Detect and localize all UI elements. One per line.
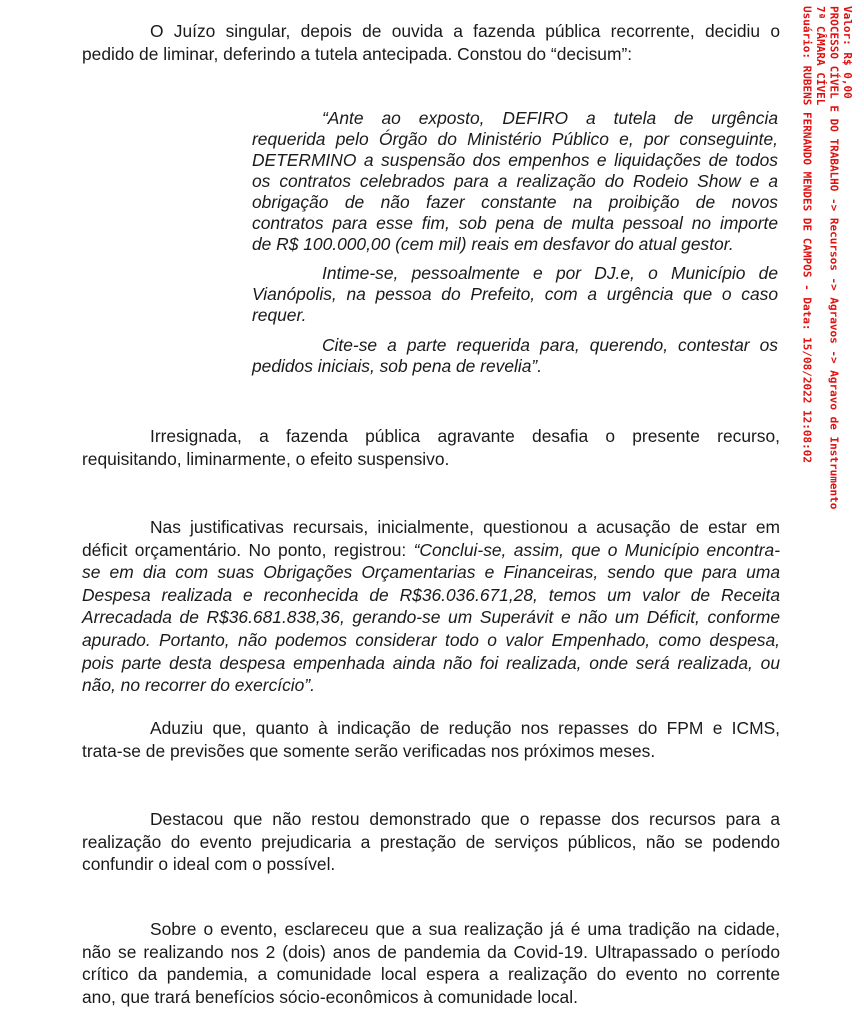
paragraph-destacou: [82, 808, 780, 876]
text-line: crítico da pandemia, a comunidade local espera a realização do evento no corrente: [82, 964, 780, 985]
quote-line: Vianópolis, na pessoa do Prefeito, com a urgência que o caso: [252, 284, 778, 304]
text-line: Aduziu que, quanto à indicação de redução nos repasses do FPM e ICMS,: [150, 718, 780, 738]
paragraph-justificativas: [82, 516, 780, 697]
text-line: realização do evento prejudicaria a prestação de serviços públicos, não se podendo: [82, 831, 780, 852]
quote-line: pedidos iniciais, sob pena de revelia”.: [252, 356, 543, 376]
text-line: Nas justificativas recursais, inicialmente, questionou a acusação de estar em: [150, 517, 780, 537]
quote-line: contratos para esse fim, sob pena de multa pessoal no importe: [252, 213, 778, 233]
text-line: Arrecadada de R$36.681.838,36, gerando-se um Superávit e não um Déficit, conforme: [82, 607, 780, 628]
quote-line: Cite-se a parte requerida para, querendo, contestar os: [322, 335, 778, 355]
text-segment: déficit orçamentário. No ponto, registrou:: [82, 539, 414, 560]
decision-quote: [252, 108, 778, 255]
quote-line: de R$ 100.000,00 (cem mil) reais em desfavor do atual gestor.: [252, 234, 734, 254]
text-line: não se realizando nos 2 (dois) anos de pandemia da Covid-19. Ultrapassado o período: [82, 941, 780, 962]
paragraph-irresignada: [82, 425, 780, 470]
quote-line: DETERMINO a suspensão dos empenhos e liquidações de todos: [252, 150, 778, 170]
text-line: ano, que trará benefícios sócio-econômicos à comunidade local.: [82, 986, 578, 1007]
text-line: Sobre o evento, esclareceu que a sua realização já é uma tradição na cidade,: [150, 919, 780, 939]
text-line: Irresignada, a fazenda pública agravante desafia o presente recurso,: [150, 426, 780, 446]
text-line: pedido de liminar, deferindo a tutela antecipada. Constou do “decisum”:: [82, 43, 633, 64]
electronic-filing-stamp: [800, 6, 854, 509]
quoted-segment: “Conclui-se, assim, que o Município encontra-: [413, 539, 780, 560]
stamp-process-line: PROCESSO CÍVEL E DO TRABALHO -> Recursos -> Agravos -> Agravo de Instrumento: [827, 6, 841, 510]
paragraph-aduziu: [82, 717, 780, 762]
quote-line: os contratos celebrados para a realização do Rodeio Show e a: [252, 171, 778, 191]
text-line: [82, 539, 780, 562]
decision-quote-citation: [252, 335, 778, 377]
text-line: requisitando, liminarmente, o efeito suspensivo.: [82, 448, 450, 469]
text-line: Destacou que não restou demonstrado que o repasse dos recursos para a: [150, 809, 780, 829]
quote-line: requerida pelo Órgão do Ministério Público e, por conseguinte,: [252, 129, 778, 149]
text-line: se em dia com suas Obrigações Orçamentarias e Financeiras, sendo que para uma: [82, 562, 780, 583]
quote-line: obrigação de não fazer constante na proibição de novos: [252, 192, 778, 212]
text-line: não, no recorrer do exercício”.: [82, 675, 315, 696]
paragraph-liminar: [82, 20, 780, 65]
stamp-chamber-line: 7ª CÂMARA CÍVEL: [814, 6, 827, 106]
stamp-user-line: Usuário: RUBENS FERNANDO MENDES DE CAMPOS - Data: 15/08/2022 12:08:02: [800, 6, 814, 463]
text-line: confundir o ideal com o possível.: [82, 854, 336, 875]
quote-line: Intime-se, pessoalmente e por DJ.e, o Município de: [322, 263, 778, 283]
text-line: apurado. Portanto, não podemos considerar todo o valor Empenhado, como despesa,: [82, 629, 780, 650]
text-line: O Juízo singular, depois de ouvida a fazenda pública recorrente, decidiu o: [150, 21, 780, 41]
text-line: pois parte desta despesa empenhada ainda não foi realizada, onde será realizada, ou: [82, 652, 780, 673]
text-line: Despesa realizada e reconhecida de R$36.036.671,28, temos um valor de Receita: [82, 584, 780, 605]
quote-line: “Ante ao exposto, DEFIRO a tutela de urgência: [322, 108, 778, 128]
text-line: trata-se de previsões que somente serão verificadas nos próximos meses.: [82, 740, 656, 761]
paragraph-evento: [82, 918, 780, 1008]
stamp-value-line: Valor: R$ 0,00: [841, 6, 854, 99]
decision-quote-intimation: [252, 263, 778, 326]
quote-line: requer.: [252, 305, 307, 325]
